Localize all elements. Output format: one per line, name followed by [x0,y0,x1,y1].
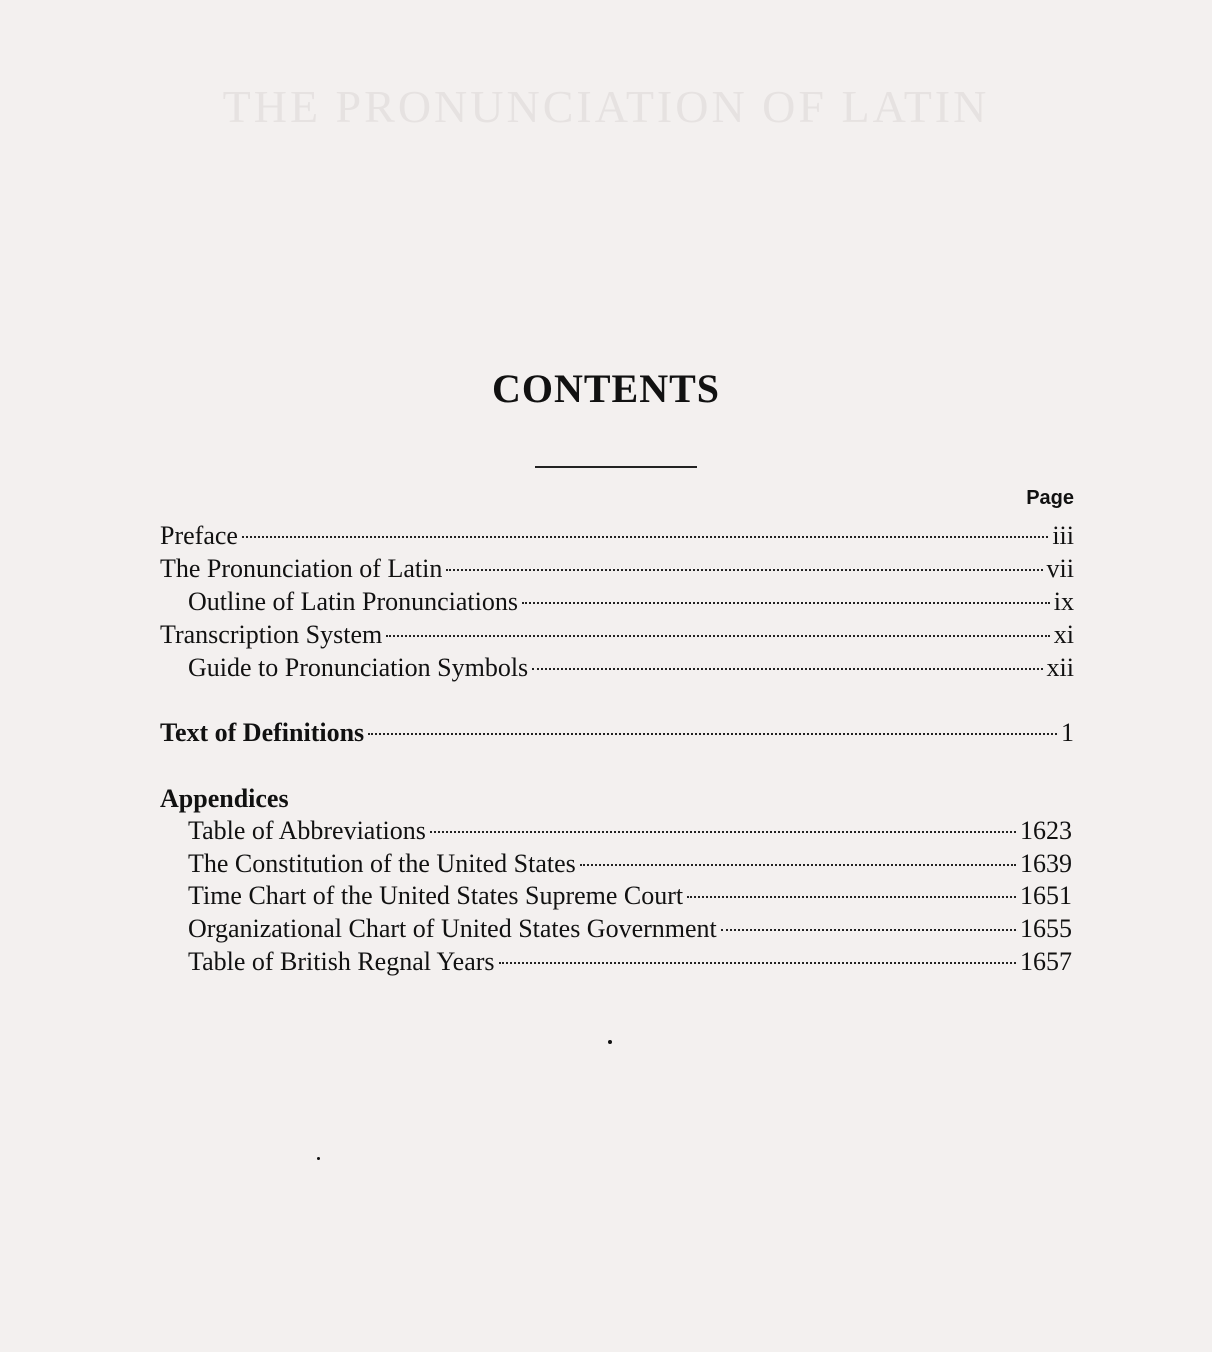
toc-entry-british-regnal-years[interactable] [188,947,1072,977]
title-rule [535,466,697,468]
toc-entry-page: 1655 [1020,914,1072,943]
dot-leader [687,896,1016,898]
toc-entry-label: The Pronunciation of Latin [160,554,443,583]
toc-entry-page: xii [1046,653,1074,682]
dot-leader [368,733,1057,735]
dot-leader [242,536,1048,538]
toc-entry-supreme-court-chart[interactable] [188,881,1072,911]
toc-entry-label: Time Chart of the United States Supreme Court [188,881,684,910]
ornament-dot [608,1040,612,1044]
toc-entry-table-of-abbreviations[interactable] [188,816,1072,846]
toc-entry-organizational-chart[interactable] [188,914,1072,944]
dot-leader [721,929,1016,931]
toc-entry-label: Table of Abbreviations [188,816,426,845]
toc-entry-outline-latin-pronunciations[interactable] [188,587,1074,617]
toc-entry-page: 1 [1061,718,1074,747]
dot-leader [430,831,1016,833]
toc-entry-label: Text of Definitions [160,718,365,747]
toc-entry-label: Guide to Pronunciation Symbols [188,653,529,682]
toc-entry-page: 1639 [1020,849,1072,878]
toc-entry-page: 1623 [1020,816,1072,845]
dot-leader [499,962,1016,964]
toc-entry-preface[interactable] [160,521,1074,551]
dot-leader [532,668,1042,670]
toc-entry-page: 1651 [1020,881,1072,910]
toc-entry-label: Organizational Chart of United States Government [188,914,717,943]
dot-leader [580,864,1016,866]
toc-entry-page: vii [1046,554,1074,583]
toc-entry-page: iii [1052,521,1074,550]
dot-leader [522,602,1050,604]
toc-entry-transcription-system[interactable] [160,620,1074,650]
toc-entry-text-of-definitions[interactable] [160,718,1074,748]
ink-speck [317,1157,320,1160]
toc-entry-label: Preface [160,521,238,550]
toc-entry-constitution[interactable] [188,849,1072,879]
toc-entry-page: xi [1053,620,1074,649]
toc-entry-label: Table of British Regnal Years [188,947,495,976]
toc-entry-page: ix [1053,587,1074,616]
toc-entry-label: Outline of Latin Pronunciations [188,587,519,616]
appendices-heading: Appendices [160,784,289,813]
toc-entry-page: 1657 [1020,947,1072,976]
toc-entry-pronunciation-of-latin[interactable] [160,554,1074,584]
toc-entry-label: The Constitution of the United States [188,849,576,878]
dot-leader [446,569,1042,571]
toc-entry-guide-pronunciation-symbols[interactable] [188,653,1074,683]
page-title: CONTENTS [491,366,721,411]
show-through-heading: THE PRONUNCIATION OF LATIN [222,81,990,132]
toc-entry-label: Transcription System [160,620,383,649]
dot-leader [386,635,1050,637]
page-column-header: Page [1026,487,1074,509]
